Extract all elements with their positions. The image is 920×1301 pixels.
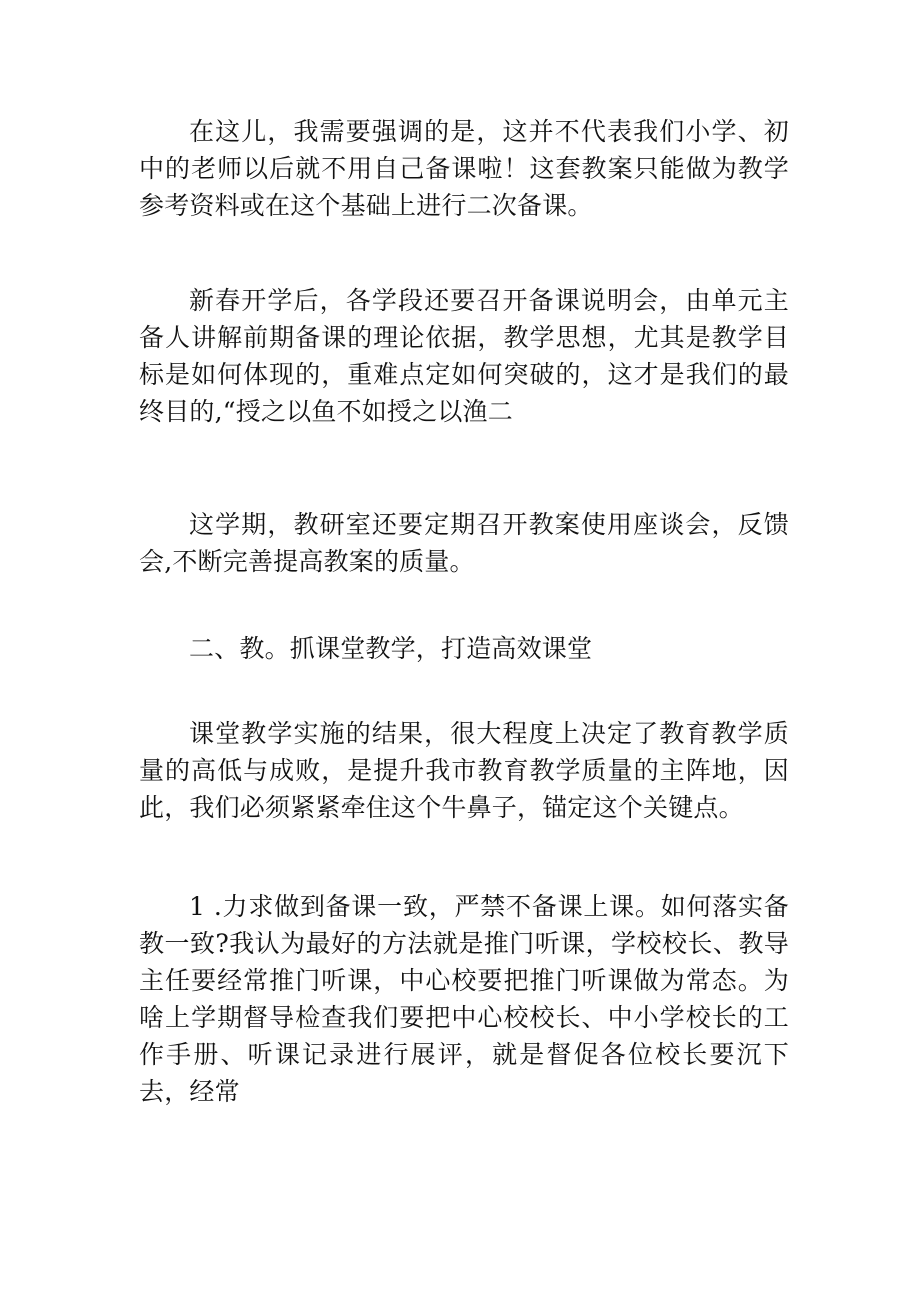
paragraph-classroom-teaching: 课堂教学实施的结果，很大程度上决定了教育教学质量的高低与成败，是提升我市教育教学质量的主阵地，因此，我们必须紧紧牵住这个牛鼻子，锚定这个关键点。 <box>139 719 789 822</box>
paragraph-symposium: 这学期，教研室还要定期召开教案使用座谈会，反馈会,不断完善提高教案的质量。 <box>139 510 789 576</box>
paragraph-lesson-plan-note: 在这儿，我需要强调的是，这并不代表我们小学、初中的老师以后就不用自己备课啦！这套教案只能做为教学参考资料或在这个基础上进行二次备课。 <box>139 117 789 220</box>
section-heading-teaching: 二、教。抓课堂教学，打造高效课堂 <box>189 634 593 663</box>
paragraph-spring-semester-meeting: 新春开学后，各学段还要召开备课说明会，由单元主备人讲解前期备课的理论依据，教学思想，尤其是教学目标是如何体现的，重难点定如何突破的，这才是我们的最终目的,“授之以鱼不如授之以渔二 <box>139 286 789 426</box>
paragraph-consistency-item-1: 1 .力求做到备课一致，严禁不备课上课。如何落实备教一致?我认为最好的方法就是推门听课，学校校长、教导主任要经常推门听课，中心校要把推门听课做为常态。为啥上学期督导检查我们要把中心校校长、中小学校长的工作手册、听课记录进行展评，就是督促各位校长要沉下去，经常 <box>139 892 789 1106</box>
